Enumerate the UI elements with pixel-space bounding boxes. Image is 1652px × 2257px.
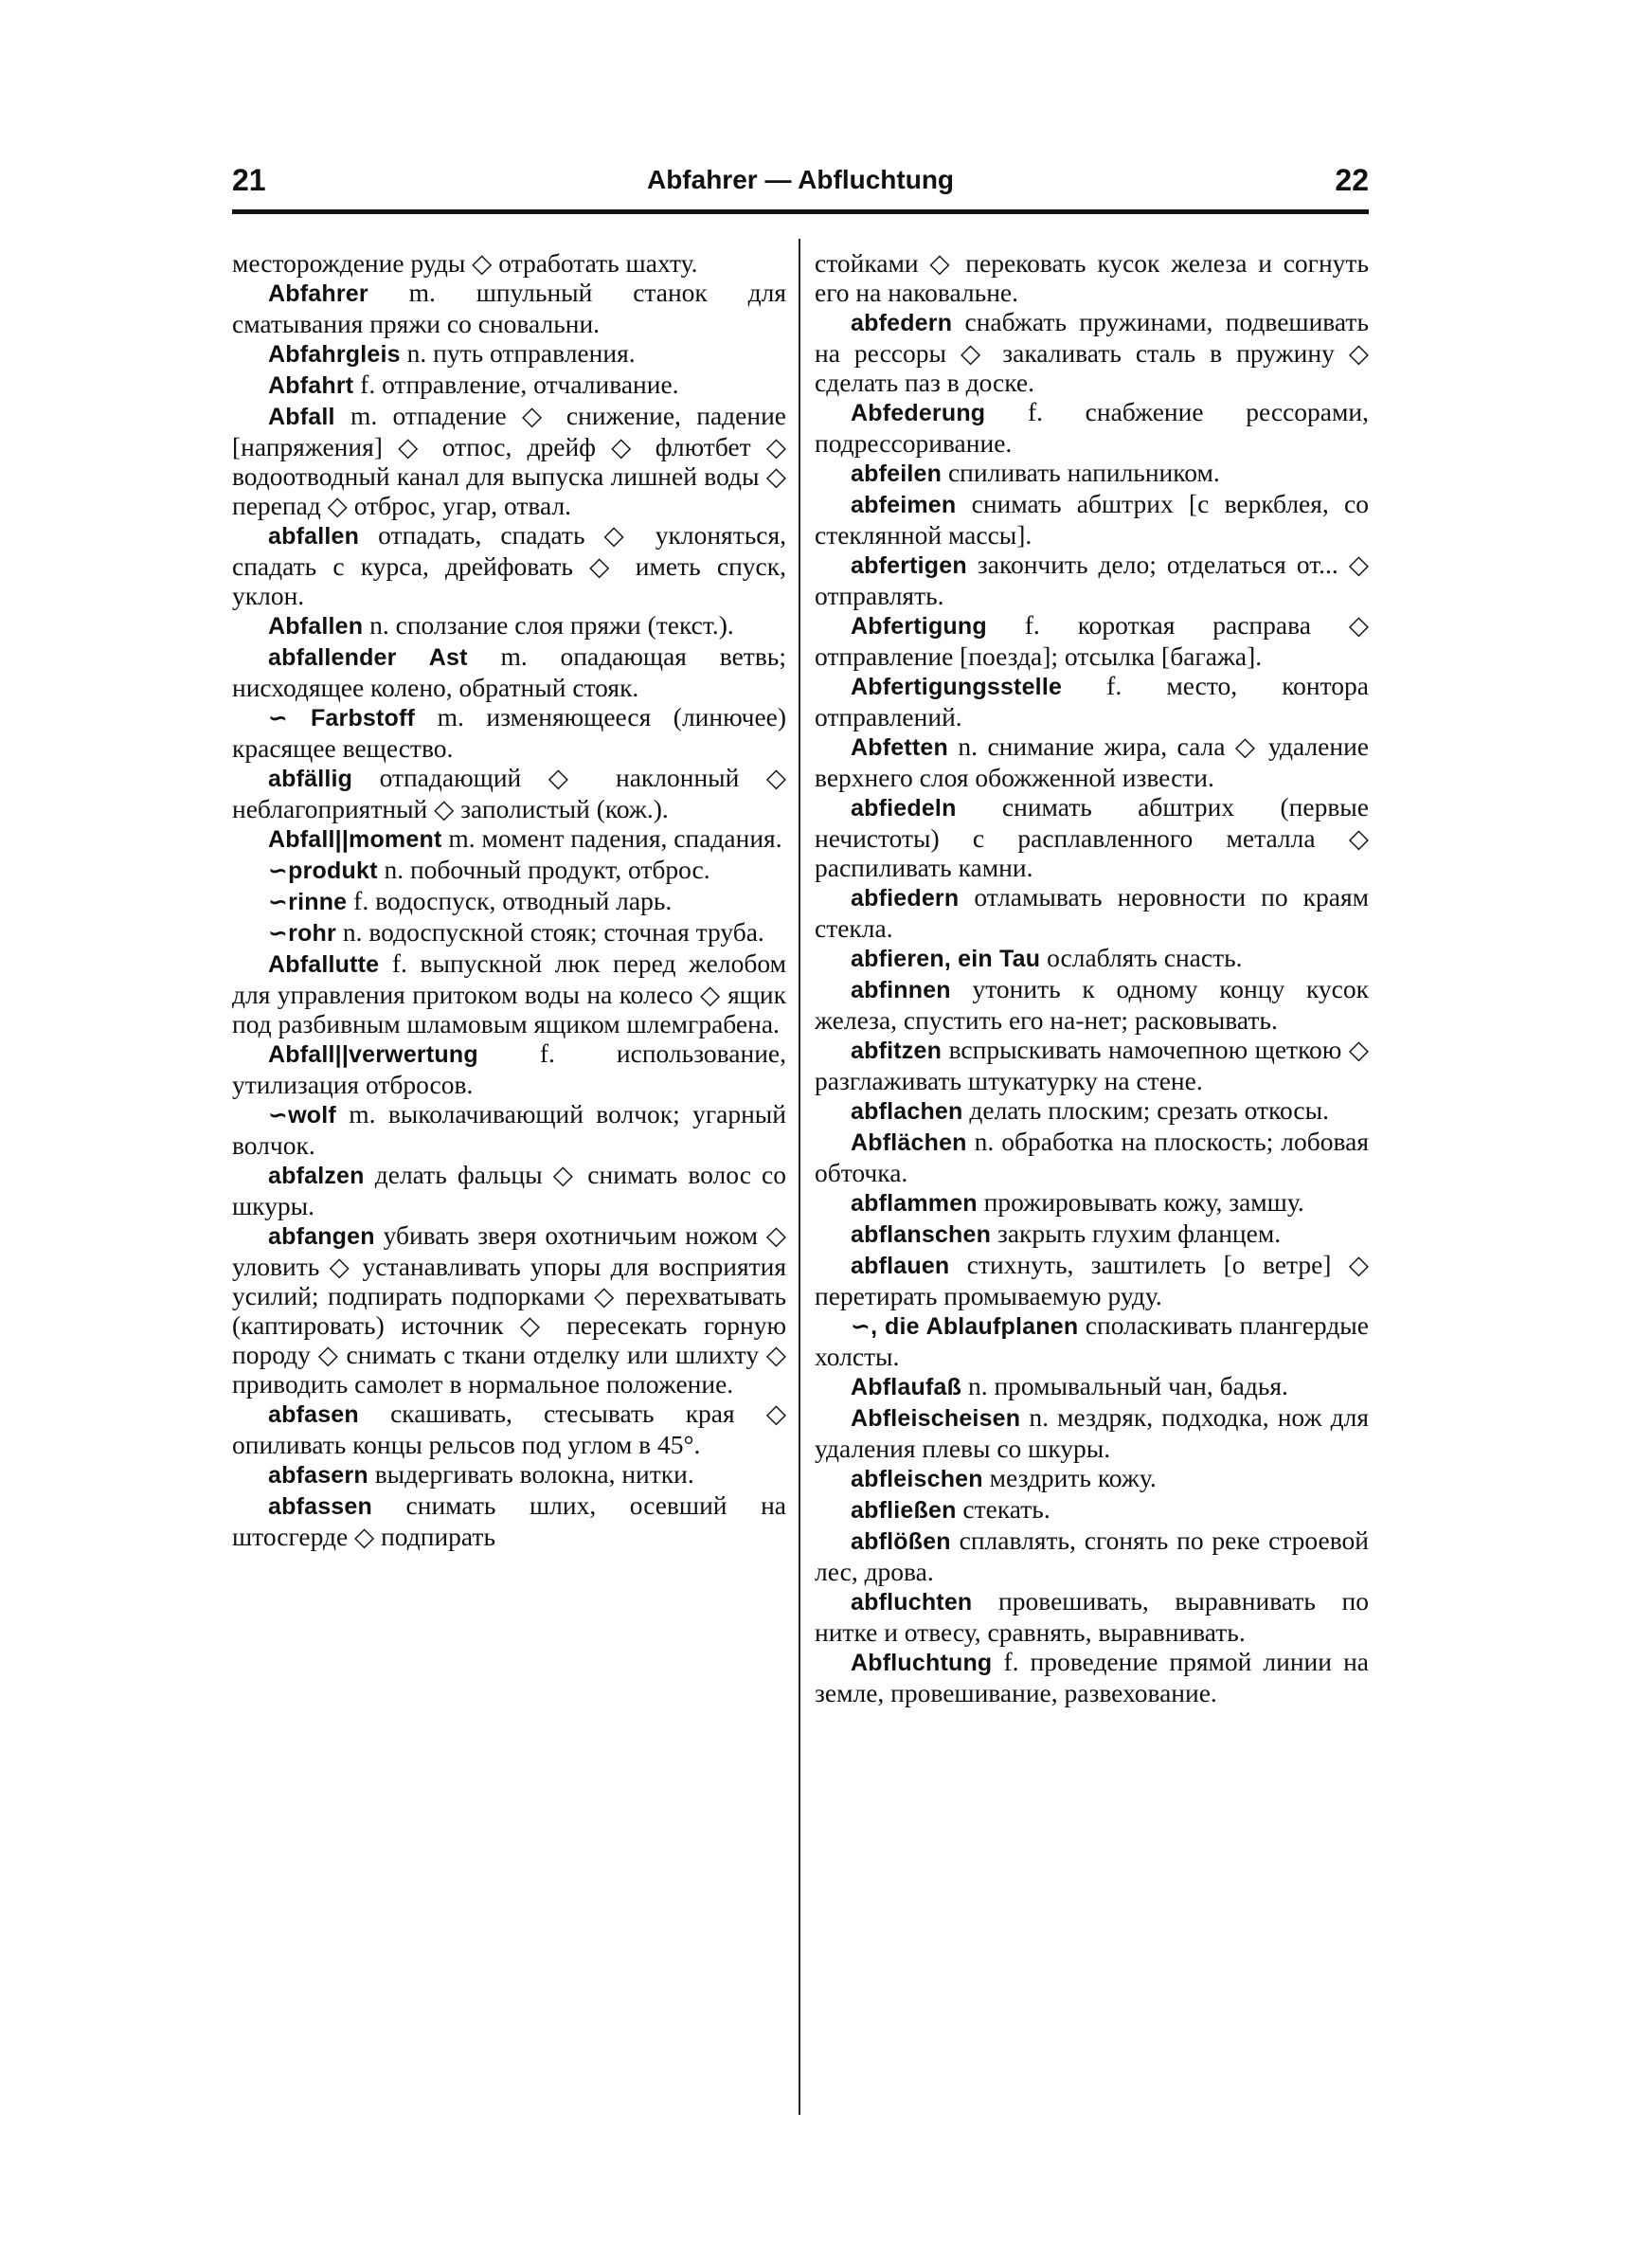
- entry-definition: делать плоским; срезать откосы.: [962, 1095, 1329, 1125]
- entry-definition: n. мездряк, подходка, нож для удаления плевы со шкуры.: [815, 1402, 1369, 1463]
- entry-headword: abflachen: [851, 1098, 963, 1125]
- entry-headword: Abfallutte: [268, 951, 380, 978]
- entry-headword: abfalzen: [268, 1163, 365, 1189]
- entry-definition: m. момент падения, спадания.: [441, 823, 782, 853]
- dictionary-entry: [232, 1459, 786, 1490]
- entry-headword: abfassen: [268, 1493, 372, 1520]
- entry-headword: abfedern: [851, 310, 953, 336]
- dictionary-entry: [815, 1310, 1369, 1371]
- header-rule: [232, 209, 1369, 214]
- entry-headword: abfertigen: [851, 552, 967, 579]
- entry-definition: ослаблять снасть.: [1040, 943, 1243, 972]
- dictionary-entry: [232, 917, 786, 948]
- entry-definition: вспрыскивать намочепною щеткою ◇ разглаживать штукатурку на стене.: [815, 1035, 1369, 1095]
- entry-definition: f. проведение прямой линии на земле, провешивание, развехование.: [815, 1647, 1369, 1707]
- entry-headword: Abflaufaß: [851, 1374, 962, 1400]
- entry-headword: abfließen: [851, 1497, 957, 1524]
- entry-definition: n. сползание слоя пряжи (текст.).: [363, 610, 734, 640]
- entry-headword: ∽rohr: [268, 920, 336, 947]
- entry-headword: Abfluchtung: [851, 1650, 993, 1676]
- entry-definition: делать фальцы ◇ снимать волос со шкуры.: [232, 1160, 786, 1220]
- entry-definition: стойками ◇ перековать кусок железа и согнуть его на наковальне.: [815, 248, 1369, 307]
- dictionary-entry: [232, 1220, 786, 1399]
- page-number-left: 21: [232, 163, 266, 197]
- entry-definition: убивать зверя охотничьим ножом ◇ уловить ◇ устанавливать упоры для восприятия усилий; подпирать подпорками ◇ перехватывать (каптировать) источник ◇ пересекать горную породу ◇ снимать с ткани отделку или шлихту ◇ приводить самолет в нормальное положение.: [232, 1220, 786, 1399]
- entry-headword: abflanschen: [851, 1221, 992, 1248]
- entry-headword: ∽rinne: [268, 889, 348, 915]
- entry-definition: m. опадающая ветвь; нисходящее колено, обратный стояк.: [232, 641, 786, 702]
- entry-definition: сплавлять, сгонять по реке строевой лес, дрова.: [815, 1526, 1369, 1586]
- entry-continuation: [815, 248, 1369, 307]
- dictionary-entry: [232, 338, 786, 370]
- dictionary-entry: [232, 1038, 786, 1099]
- dictionary-entry: [815, 1035, 1369, 1095]
- entry-headword: ∽, die Ablaufplanen: [851, 1313, 1079, 1340]
- entry-definition: стекать.: [956, 1494, 1050, 1524]
- entry-definition: f. использование, утилизация отбросов.: [232, 1038, 786, 1099]
- entry-definition: отпадать, спадать ◇ уклоняться, спадать с курса, дрейфовать ◇ иметь спуск, уклон.: [232, 520, 786, 610]
- entry-headword: Abfleischeisen: [851, 1405, 1021, 1432]
- entry-definition: провешивать, выравнивать по нитке и отвесу, сравнять, выравнивать.: [815, 1586, 1369, 1647]
- dictionary-entry: [815, 1586, 1369, 1647]
- entry-headword: abflammen: [851, 1190, 978, 1217]
- dictionary-entry: [815, 550, 1369, 610]
- dictionary-entry: [232, 948, 786, 1038]
- entry-definition: n. промывальный чан, бадья.: [961, 1371, 1288, 1400]
- entry-definition: m. отпадение ◇ снижение, падение [напряжения] ◇ отпос, дрейф ◇ флютбет ◇ водоотводный канал для выпуска лишней воды ◇ перепад ◇ отброс, угар, отвал.: [232, 401, 786, 520]
- dictionary-entry: [232, 886, 786, 917]
- entry-definition: f. снабжение рессорами, подрессоривание.: [815, 397, 1369, 458]
- entry-headword: Abfahrgleis: [268, 341, 401, 368]
- dictionary-entry: [815, 882, 1369, 943]
- dictionary-entry: [232, 1399, 786, 1459]
- entry-headword: Abfederung: [851, 400, 986, 426]
- dictionary-entry: [815, 610, 1369, 671]
- entry-headword: ∽ Farbstoff: [268, 705, 416, 731]
- entry-definition: закрыть глухим фланцем.: [991, 1219, 1282, 1248]
- dictionary-entry: [232, 1160, 786, 1220]
- entry-definition: m. шпульный станок для сматывания пряжи со сновальни.: [232, 278, 786, 338]
- dictionary-entry: [815, 1494, 1369, 1526]
- entry-headword: abflauen: [851, 1253, 950, 1279]
- right-column: [815, 248, 1369, 1707]
- entry-definition: f. водоспуск, отводный ларь.: [347, 886, 673, 915]
- entry-definition: стихнуть, заштилеть [о ветре] ◇ перетирать промываемую руду.: [815, 1250, 1369, 1310]
- entry-headword: Abflächen: [851, 1129, 967, 1156]
- entry-headword: Abfertigung: [851, 613, 987, 640]
- entry-headword: abflößen: [851, 1528, 951, 1555]
- dictionary-entry: [232, 278, 786, 338]
- entry-definition: m. изменяющееся (линючее) красящее вещество.: [232, 702, 787, 763]
- running-head: Abfahrer — Abfluchtung: [646, 165, 955, 194]
- dictionary-entry: [815, 1526, 1369, 1586]
- dictionary-entry: [815, 1463, 1369, 1494]
- page-header: [232, 161, 1369, 205]
- entry-definition: f. отправление, отчаливание.: [353, 370, 679, 399]
- dictionary-entry: [232, 702, 786, 763]
- entry-headword: Abfahrer: [268, 280, 368, 307]
- entry-headword: ∽produkt: [268, 858, 378, 884]
- column-divider: [799, 239, 800, 2115]
- entry-headword: abfasern: [268, 1462, 368, 1489]
- entry-headword: Abfall||moment: [268, 826, 442, 853]
- entry-definition: отламывать неровности по краям стекла.: [815, 882, 1369, 943]
- dictionary-entry: [815, 458, 1369, 489]
- entry-headword: abfeimen: [851, 492, 957, 518]
- entry-definition: снимать абштрих [с веркблея, со стеклянной массы].: [815, 489, 1369, 550]
- entry-headword: abfitzen: [851, 1038, 943, 1064]
- entry-headword: abfasen: [268, 1401, 359, 1428]
- dictionary-entry: [815, 1402, 1369, 1463]
- dictionary-entry: [815, 1647, 1369, 1707]
- entry-definition: f. выпускной люк перед желобом для управления притоком воды на колесо ◇ ящик под разбивным шламовым ящиком шлемграбена.: [232, 948, 786, 1038]
- entry-definition: отпадающий ◇ наклонный ◇ неблагоприятный ◇ заполистый (кож.).: [232, 763, 786, 823]
- entry-definition: снабжать пружинами, подвешивать на рессоры ◇ закаливать сталь в пружину ◇ сделать паз в доске.: [815, 307, 1369, 397]
- entry-definition: снимать абштрих (первые нечистоты) с расплавленного металла ◇ распиливать камни.: [815, 792, 1369, 882]
- entry-definition: мездрить кожу.: [982, 1463, 1157, 1492]
- entry-definition: m. выколачивающий волчок; угарный волчок.: [232, 1099, 786, 1160]
- entry-headword: abfinnen: [851, 977, 951, 1003]
- entry-headword: Abfall: [268, 404, 335, 430]
- entry-definition: выдергивать волокна, нитки.: [368, 1459, 694, 1489]
- entry-headword: abfiedern: [851, 885, 960, 912]
- dictionary-entry: [815, 489, 1369, 550]
- entry-headword: abfangen: [268, 1223, 375, 1250]
- entry-definition: споласкивать плангердые холсты.: [815, 1310, 1369, 1371]
- dictionary-entry: [232, 1490, 786, 1551]
- entry-headword: abfieren, ein Tau: [851, 946, 1041, 972]
- dictionary-entry: [815, 1187, 1369, 1219]
- entry-definition: f. место, контора отправлений.: [815, 671, 1369, 731]
- dictionary-entry: [232, 370, 786, 401]
- entry-headword: abfällig: [268, 766, 353, 792]
- entry-headword: abfiedeln: [851, 795, 957, 822]
- entry-definition: n. водоспускной стояк; сточная труба.: [335, 917, 764, 947]
- entry-definition: снимать шлих, осевший на штосгерде ◇ подпирать: [232, 1490, 786, 1551]
- entry-headword: abfallender Ast: [268, 644, 468, 671]
- dictionary-entry: [815, 974, 1369, 1035]
- entry-headword: abfeilen: [851, 460, 943, 487]
- entry-headword: Abfetten: [851, 734, 948, 761]
- dictionary-entry: [232, 1099, 786, 1160]
- entry-continuation: [232, 248, 786, 278]
- entry-definition: f. короткая расправа ◇ отправление [поезда]; отсылка [багажа].: [815, 610, 1369, 671]
- entry-headword: abfluchten: [851, 1589, 973, 1616]
- entry-headword: Abfall||verwertung: [268, 1041, 478, 1068]
- entry-definition: n. снимание жира, сала ◇ удаление верхнего слоя обожженной извести.: [815, 731, 1369, 792]
- dictionary-entry: [815, 1095, 1369, 1127]
- entry-definition: n. путь отправления.: [400, 338, 636, 368]
- entry-definition: n. обработка на плоскость; лобовая обточка.: [815, 1127, 1369, 1187]
- entry-headword: Abfertigungsstelle: [851, 674, 1063, 700]
- dictionary-entry: [232, 520, 786, 610]
- dictionary-entry: [232, 610, 786, 641]
- dictionary-entry: [815, 1219, 1369, 1250]
- entry-definition: скашивать, стесывать края ◇ опиливать концы рельсов под углом в 45°.: [232, 1399, 786, 1459]
- entry-definition: прожировывать кожу, замшу.: [977, 1187, 1304, 1217]
- dictionary-entry: [815, 731, 1369, 792]
- dictionary-entry: [815, 307, 1369, 397]
- dictionary-entry: [815, 1371, 1369, 1402]
- left-column: [232, 248, 786, 1551]
- dictionary-entry: [232, 401, 786, 520]
- dictionary-entry: [815, 397, 1369, 458]
- entry-headword: abfleischen: [851, 1466, 983, 1492]
- dictionary-entry: [815, 671, 1369, 731]
- entry-definition: закончить дело; отделаться от... ◇ отправлять.: [815, 550, 1369, 610]
- entry-headword: ∽wolf: [268, 1102, 336, 1128]
- entry-definition: n. побочный продукт, отброс.: [377, 855, 710, 884]
- dictionary-entry: [815, 943, 1369, 974]
- entry-definition: утонить к одному концу кусок железа, спустить его на-нет; расковывать.: [815, 974, 1369, 1035]
- entry-definition: месторождение руды ◇ отработать шахту.: [232, 248, 698, 278]
- page-number-right: 22: [1335, 163, 1369, 197]
- entry-headword: abfallen: [268, 523, 360, 550]
- entry-headword: Abfallen: [268, 613, 364, 640]
- dictionary-entry: [232, 641, 786, 702]
- dictionary-entry: [232, 855, 786, 886]
- entry-headword: Abfahrt: [268, 372, 354, 399]
- dictionary-entry: [232, 823, 786, 855]
- entry-definition: спиливать напильником.: [942, 458, 1220, 487]
- dictionary-entry: [232, 763, 786, 823]
- dictionary-entry: [815, 792, 1369, 882]
- dictionary-entry: [815, 1250, 1369, 1310]
- dictionary-entry: [815, 1127, 1369, 1187]
